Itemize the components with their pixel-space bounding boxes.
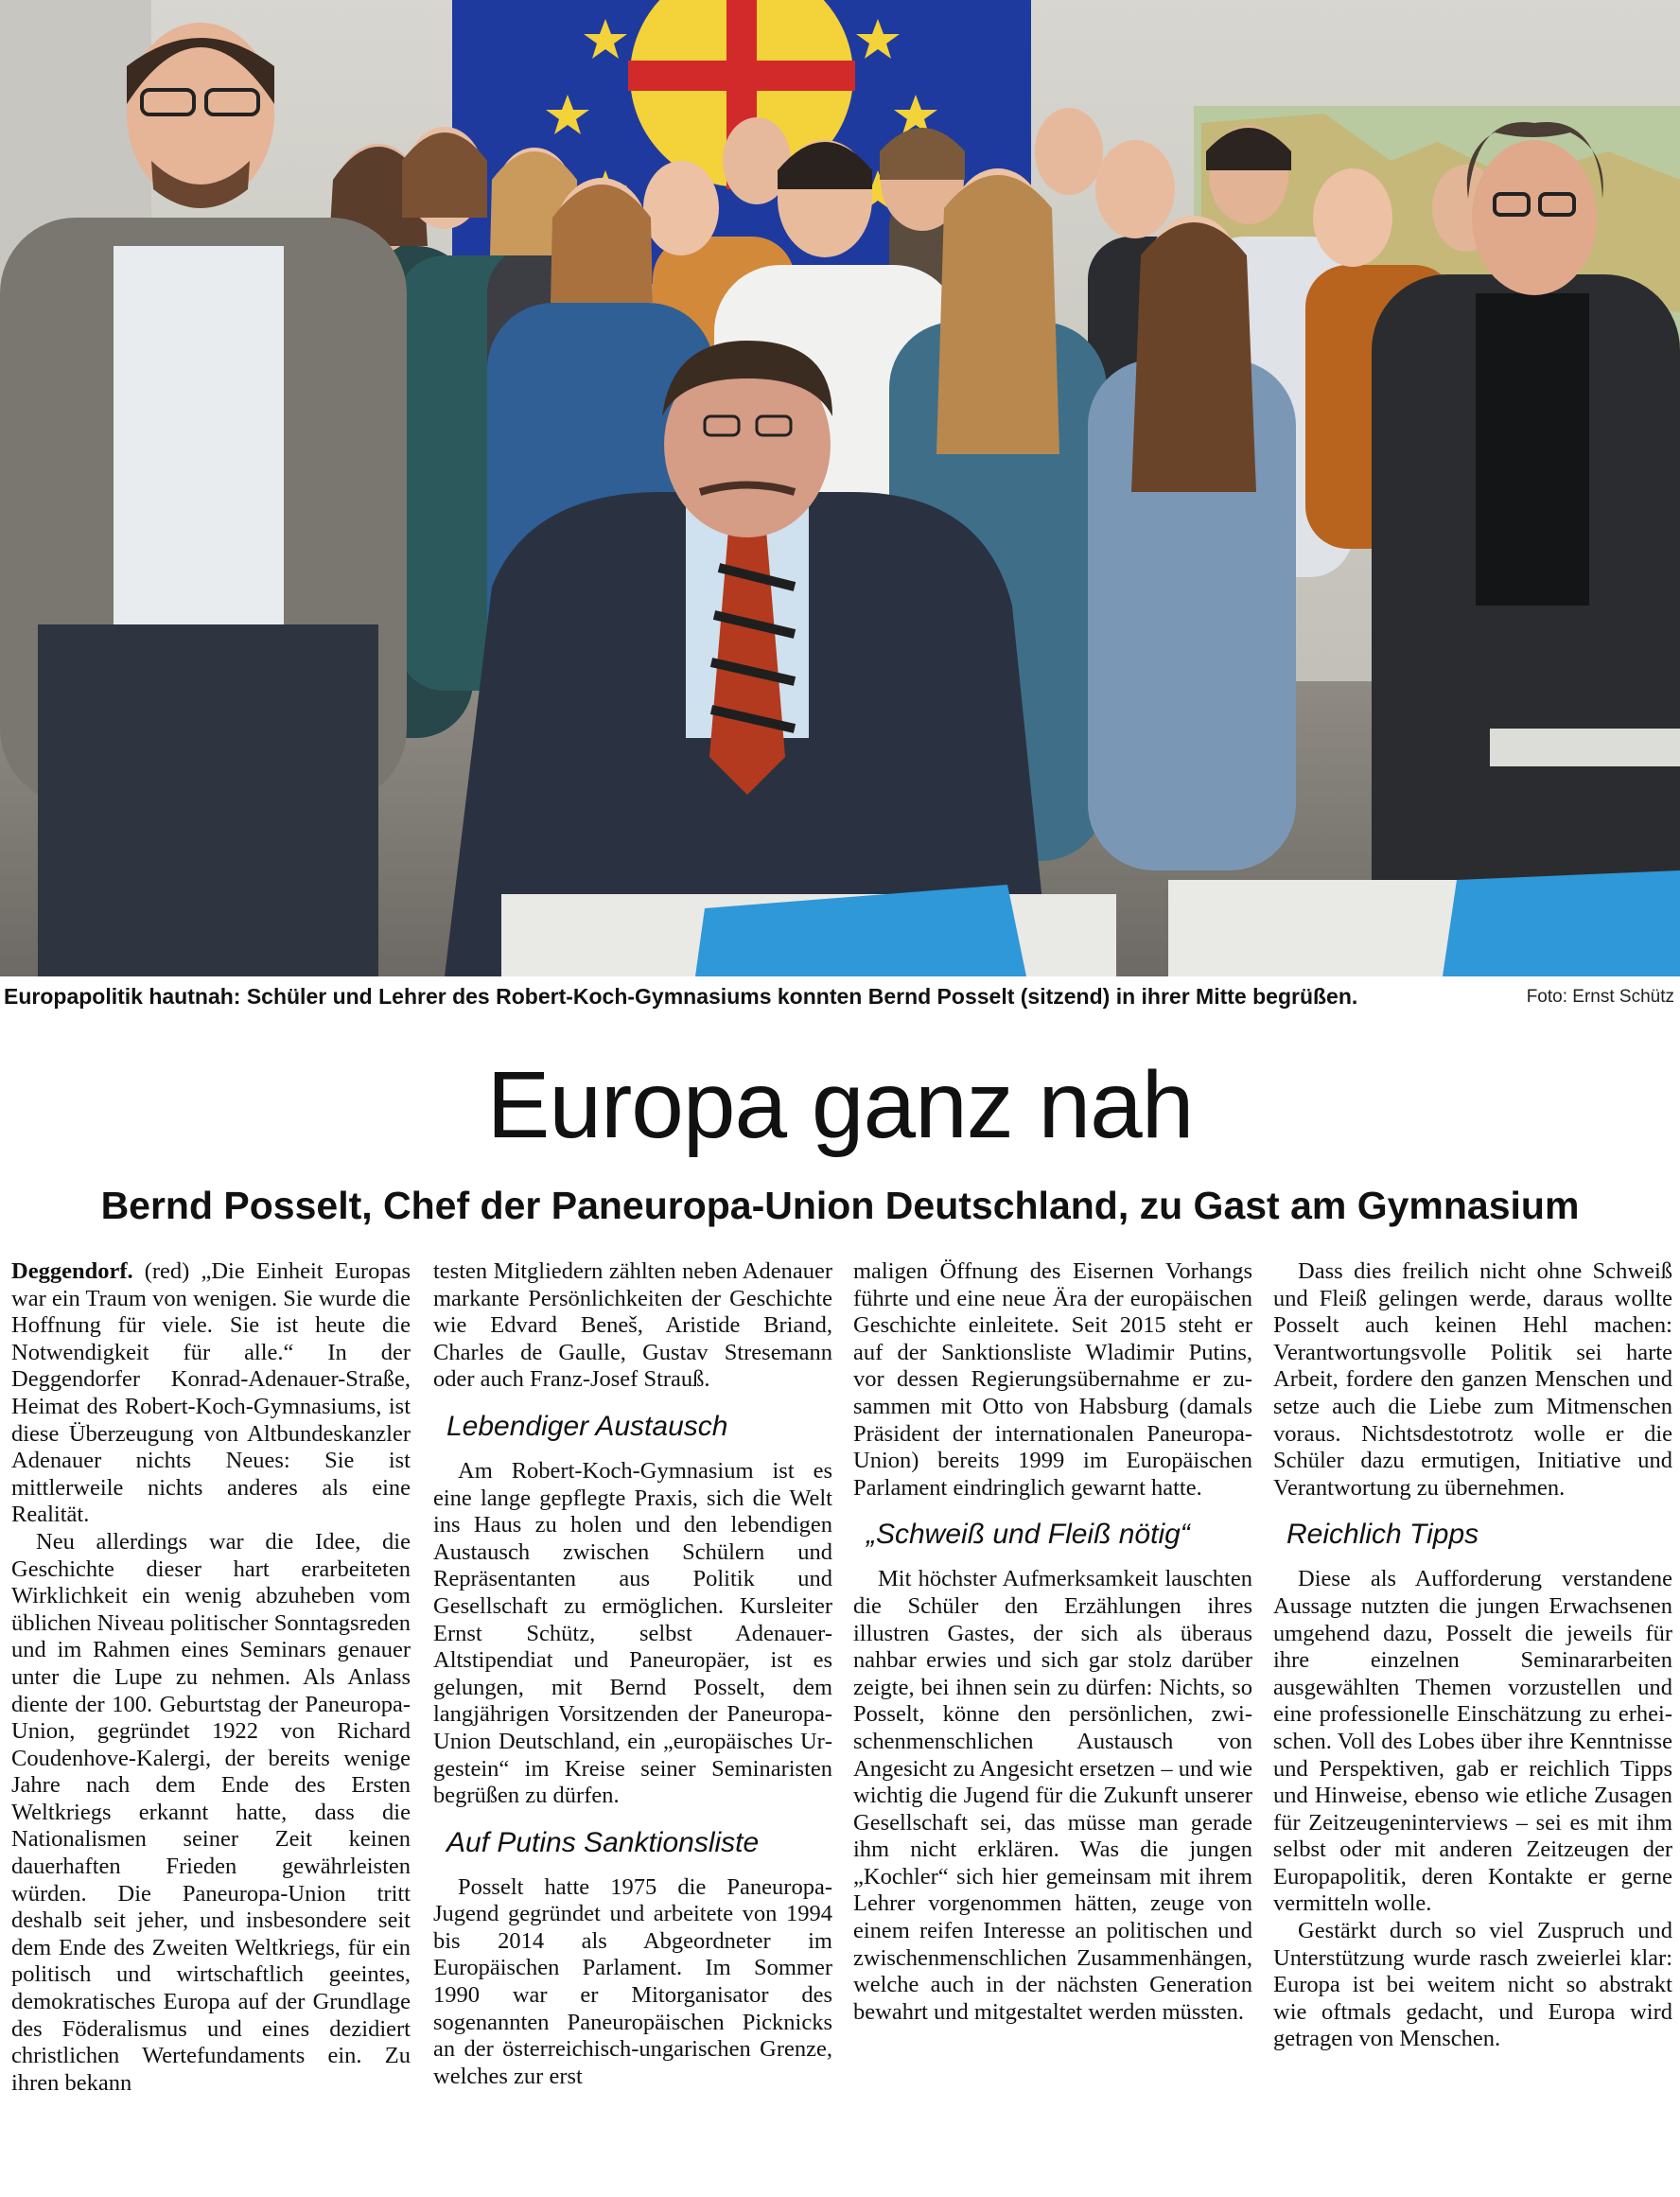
article-paragraph: Mit höchster Aufmerksamkeit lauschten die Schüler den Erzählungen ihres illustren Gastes, der sich als überaus nahbar erwies und sich gar stolz darüber zeigte, bei ihnen sein zu dürfen: Nichts, so Posselt, könne den persönlichen, zwischenmenschlichen Austausch von Angesicht zu Angesicht ersetzen – und wie wichtig die Jugend für die Zukunft unserer Gesellschaft sei, das müsse man gerade ihm nicht erklären. Was die jungen „Kochler“ sich hier gemeinsam mit ihrem Lehrer vorgenommen hätten, zeuge von einem reifen Interesse an politischen und zwischenmenschlichen Zusammenhängen, welche auch in der nächsten Generation bewahrt und mitgestaltet werden müssten.	[853, 1566, 1252, 2025]
article-paragraph: Neu allerdings war die Idee, die Geschichte dieser hart erarbeiteten Wirklichkeit ein wenig abzuheben vom üblichen Niveau politischer Sonntagsreden und im Rahmen eines Seminars genauer unter die Lupe zu nehmen. Als Anlass diente der 100. Geburtstag der Paneuropa-Union, gegründet 1922 von Richard Coudenhove-Kalergi, der bereits wenige Jahre nach dem Ende des Ersten Weltkriegs erkannt hatte, dass die Nationalismen seiner Zeit keinen dauerhaften Frieden gewährleisten würden. Die Paneuropa-Union tritt deshalb seit jeher, und insbesondere seit dem Ende des Zweiten Weltkriegs, für ein politisch und wirtschaftlich geeintes, demokratisches Europa auf der Grundlage des Föderalismus und eines dezidiert christlichen Wertefundaments ein. Zu ihren bekann	[11, 1528, 411, 2096]
section-heading-reichlich-tipps: Reichlich Tipps	[1286, 1519, 1479, 1551]
section-heading-sanktionsliste: Auf Putins Sanktionsliste	[446, 1826, 760, 1858]
article-paragraph: Dass dies freilich nicht ohne Schweiß und Fleiß gelingen werde, daraus wollte Posselt auch keinen Hehl machen: Verantwortungsvolle Politik sei harte Arbeit, fordere den ganzen Menschen und setze auch die Liebe zum Mitmenschen voraus. Nichtsdestotrotz wolle er die Schüler dazu ermutigen, Initiative und Verantwortung zu übernehmen.	[1273, 1258, 1672, 1501]
paragraph-text: (red) „Die Einheit Europas war ein Traum von wenigen. Sie wurde die Hoffnung für viele. Sie ist heute die Notwendigkeit für alle.“ In der Deggendorfer Konrad-Adenauer-Straße, Heimat des Robert-Koch-Gymnasiums, ist diese Überzeugung von Altbundeskanzler Adenauer nichts Neues: Sie ist mittlerweile nichts anderes als eine Realität.	[11, 1258, 411, 1528]
headline: Europa ganz nah	[486, 1052, 1194, 1158]
group-photo	[0, 0, 1680, 976]
section-heading-lebendiger-austausch: Lebendiger Austausch	[446, 1410, 728, 1442]
subheadline: Bernd Posselt, Chef der Paneuropa-Union Deutschland, zu Gast am Gymnasium	[100, 1184, 1580, 1227]
article-column-3	[853, 1258, 1252, 2026]
article-paragraph: Diese als Aufforderung verstandene Aussage nutzten die jungen Erwachsenen umgehend dazu, Posselt die jeweils für ihre einzelnen Seminararbeiten ausgewählten Themen vorzustellen und eine professionelle Einschätzung zu erheischen. Voll des Lobes über ihre Kenntnisse und Perspektiven, gab er reichlich Tipps und Hinweise, ebenso wie etliche Zusagen für Zeitzeugeninterviews – sei es mit ihm selbst oder mit anderen Zeitzeugen der Europapolitik, deren Kontakte er gerne vermitteln wolle.	[1273, 1566, 1672, 1917]
article-column-1	[11, 1258, 411, 2097]
photo-credit: Foto: Ernst Schütz	[1526, 987, 1674, 1007]
caption-text: Europapolitik hautnah: Schüler und Lehrer des Robert-Koch-Gymnasiums konnten Bernd Posselt (sitzend) in ihrer Mitte begrüßen.	[4, 984, 1358, 1009]
article-paragraph: Am Robert-Koch-Gymnasium ist es eine lange gepflegte Praxis, sich die Welt ins Haus zu holen und den lebendigen Austausch zwischen Schülern und Repräsentanten aus Politik und Gesellschaft zu ermöglichen. Kursleiter Ernst Schütz, selbst Adenauer-Altstipendiat und Paneuropäer, ist es gelungen, mit Bernd Posselt, dem langjährigen Vorsitzenden der Paneuropa-Union Deutschland, ein „europäisches Urgestein“ im Kreise seiner Seminaristen begrüßen zu dürfen.	[433, 1457, 832, 1809]
article-paragraph	[11, 1258, 411, 1529]
article-paragraph: Posselt hatte 1975 die Paneuropa-Jugend gegründet und arbeitete von 1994 bis 2014 als Abgeordneter im Europäischen Parlament. Im Sommer 1990 war er Mitorganisator des sogenannten Paneuropäischen Picknicks an der österreichisch-ungarischen Grenze, welches zur erst	[433, 1873, 832, 2089]
dateline: Deggendorf.	[11, 1258, 133, 1284]
photo-caption	[4, 984, 1676, 1016]
group-photo-illustration	[0, 0, 1680, 976]
article-column-2	[433, 1258, 832, 2090]
article-paragraph: Gestärkt durch so viel Zuspruch und Unterstützung wurde rasch zweierlei klar: Europa ist bei weitem nicht so abstrakt wie oftmals gedacht, und Europa wird getragen von Menschen.	[1273, 1918, 1672, 2052]
section-heading-schweiss-und-fleiss: „Schweiß und Fleiß nötig“	[866, 1519, 1190, 1551]
article-paragraph: maligen Öffnung des Eisernen Vorhangs führte und eine neue Ära der europäischen Geschichte einleitete. Seit 2015 steht er auf der Sanktionsliste Wladimir Putins, vor dessen Regierungsübernahme er zusammen mit Otto von Habsburg (damals Präsident der internationalen Paneuropa-Union) bereits 1999 im Europäischen Parlament eindringlich gewarnt hatte.	[853, 1258, 1252, 1501]
article-column-4	[1273, 1258, 1672, 2053]
article-paragraph: testen Mitgliedern zählten neben Adenauer markante Persönlichkeiten der Geschichte wie Edvard Beneš, Aristide Briand, Charles de Gaulle, Gustav Stresemann oder auch Franz-Josef Strauß.	[433, 1258, 832, 1393]
